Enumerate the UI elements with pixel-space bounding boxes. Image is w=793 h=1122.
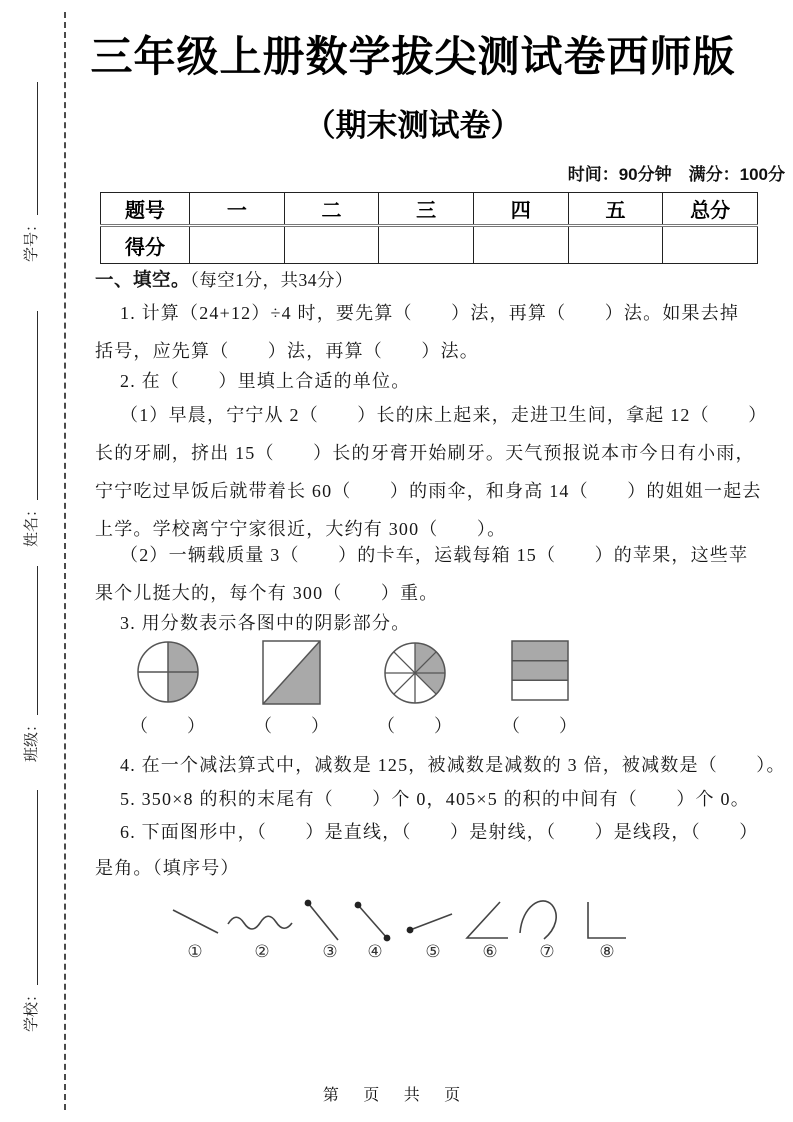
- fraction-square-diagonal: [263, 641, 320, 704]
- question-2-1-line-3: 宁宁吃过早饭后就带着长 60（ ）的雨伞，和身高 14（ ）的姐姐一起去: [95, 481, 762, 501]
- score-table-header-cell: 题号: [101, 193, 190, 226]
- score-table-header-cell: 总分: [663, 193, 758, 226]
- exam-title: 三年级上册数学拔尖测试卷西师版: [90, 33, 736, 80]
- fraction-answer-blank: （ ）: [130, 716, 206, 736]
- figure-label: ⑤: [425, 942, 441, 962]
- figure-curve-7: [520, 901, 556, 939]
- figure-label: ⑧: [599, 942, 615, 962]
- question-2-sub-2: [95, 536, 790, 612]
- question-2-sub-1: [95, 396, 790, 548]
- endpoint-dot: [355, 902, 362, 909]
- question-1: [95, 294, 790, 370]
- fraction-circle-quarters: [138, 642, 198, 702]
- blank-line: [36, 566, 38, 715]
- question-2: [95, 362, 790, 400]
- sidebar-field-school: [19, 790, 41, 1032]
- question-2-1-line-2: 长的牙刷，挤出 15（ ）长的牙膏开始刷牙。天气预报说本市今日有小雨，: [95, 443, 755, 463]
- score-cell: [663, 226, 758, 264]
- endpoint-dot: [407, 927, 414, 934]
- question-5: [95, 780, 790, 818]
- blank-line: [36, 82, 38, 215]
- question-2-1-line-1: （1）早晨，宁宁从 2（ ）长的床上起来，走进卫生间，拿起 12（ ）: [120, 405, 768, 425]
- score-table: [100, 192, 758, 264]
- section-title: 一、填空。: [95, 269, 191, 290]
- question-5-line-1: 5. 350×8 的积的末尾有（ ）个 0，405×5 的积的中间有（ ）个 0。: [120, 789, 750, 809]
- figure-label: ⑥: [482, 942, 498, 962]
- question-6: [95, 814, 790, 886]
- question-2-2-line-2: 果个儿挺大的，每个有 300（ ）重。: [95, 583, 439, 603]
- score-table-header-cell: 三: [379, 193, 474, 226]
- figure-ray-3: [308, 903, 338, 940]
- line-figures: [150, 888, 640, 950]
- fraction-shapes-figure: [95, 635, 695, 710]
- score-cell: [379, 226, 474, 264]
- binding-dashed-line: [64, 12, 66, 1110]
- blank-line: [36, 311, 38, 500]
- fraction-answer-blank: （ ）: [377, 716, 453, 736]
- section-note: （每空1分，共34分）: [190, 270, 354, 290]
- score-cell: [190, 226, 285, 264]
- score-table-header-cell: 四: [473, 193, 568, 226]
- figure-label: ①: [187, 942, 203, 962]
- score-cell: [473, 226, 568, 264]
- figure-segment-4: [358, 905, 387, 938]
- question-1-line-2: 括号，应先算（ ）法，再算（ ）法。: [95, 341, 479, 361]
- endpoint-dot: [384, 935, 391, 942]
- figure-label: ⑦: [539, 942, 555, 962]
- sidebar-field-class: [19, 566, 41, 762]
- class-label: 班级：: [24, 716, 40, 762]
- figure-line-1: [173, 910, 218, 933]
- endpoint-dot: [305, 900, 312, 907]
- page-footer: 第 页 共 页: [322, 1087, 471, 1104]
- score-table-body-row: [101, 226, 758, 264]
- question-6-line-1: 6. 下面图形中，（ ）是直线，（ ）是射线，（ ）是线段，（ ）: [120, 822, 759, 842]
- blank-line: [36, 790, 38, 985]
- time-score-info: 时间：90分钟 满分：100分: [567, 165, 785, 184]
- figure-label: ②: [254, 942, 270, 962]
- figure-label: ③: [322, 942, 338, 962]
- score-table-header-cell: 五: [568, 193, 663, 226]
- figure-right-angle-8: [588, 902, 626, 938]
- score-row-label: 得分: [101, 226, 190, 264]
- question-2-1-line-4: 上学。学校离宁宁家很近，大约有 300（ ）。: [95, 519, 507, 539]
- score-table-header-cell: 一: [190, 193, 285, 226]
- section-fill-in-heading: [95, 264, 790, 296]
- question-4: [95, 746, 790, 784]
- figure-ray-5: [410, 914, 452, 930]
- question-1-line-1: 1. 计算（24+12）÷4 时，要先算（ ）法，再算（ ）法。如果去掉: [120, 303, 740, 323]
- question-3-line-1: 3. 用分数表示各图中的阴影部分。: [120, 613, 411, 633]
- figure-curve-2: [228, 916, 292, 929]
- figure-angle-6: [467, 902, 508, 938]
- score-table-header-cell: 二: [284, 193, 379, 226]
- exam-subtitle: （期末测试卷）: [304, 108, 522, 143]
- question-6-line-2: 是角。（填序号）: [95, 858, 240, 878]
- fraction-circle-eighths: [385, 643, 445, 703]
- question-2-line-1: 2. 在（ ）里填上合适的单位。: [120, 371, 411, 391]
- question-2-2-line-1: （2）一辆载质量 3（ ）的卡车，运载每箱 15（ ）的苹果，这些苹: [120, 545, 749, 565]
- student-id-label: 学号：: [24, 216, 40, 262]
- name-label: 姓名：: [24, 501, 40, 547]
- figure-label: ④: [367, 942, 383, 962]
- question-4-line-1: 4. 在一个减法算式中，减数是 125，被减数是减数的 3 倍，被减数是（ ）。: [120, 755, 786, 775]
- fraction-answer-blank: （ ）: [502, 716, 578, 736]
- sidebar-field-student-id: [19, 82, 41, 262]
- score-table-header-row: [101, 193, 758, 226]
- sidebar-field-name: [19, 311, 41, 547]
- school-label: 学校：: [24, 986, 40, 1032]
- fraction-rect-thirds: [512, 641, 568, 700]
- fraction-answer-blank: （ ）: [254, 716, 330, 736]
- score-cell: [284, 226, 379, 264]
- score-cell: [568, 226, 663, 264]
